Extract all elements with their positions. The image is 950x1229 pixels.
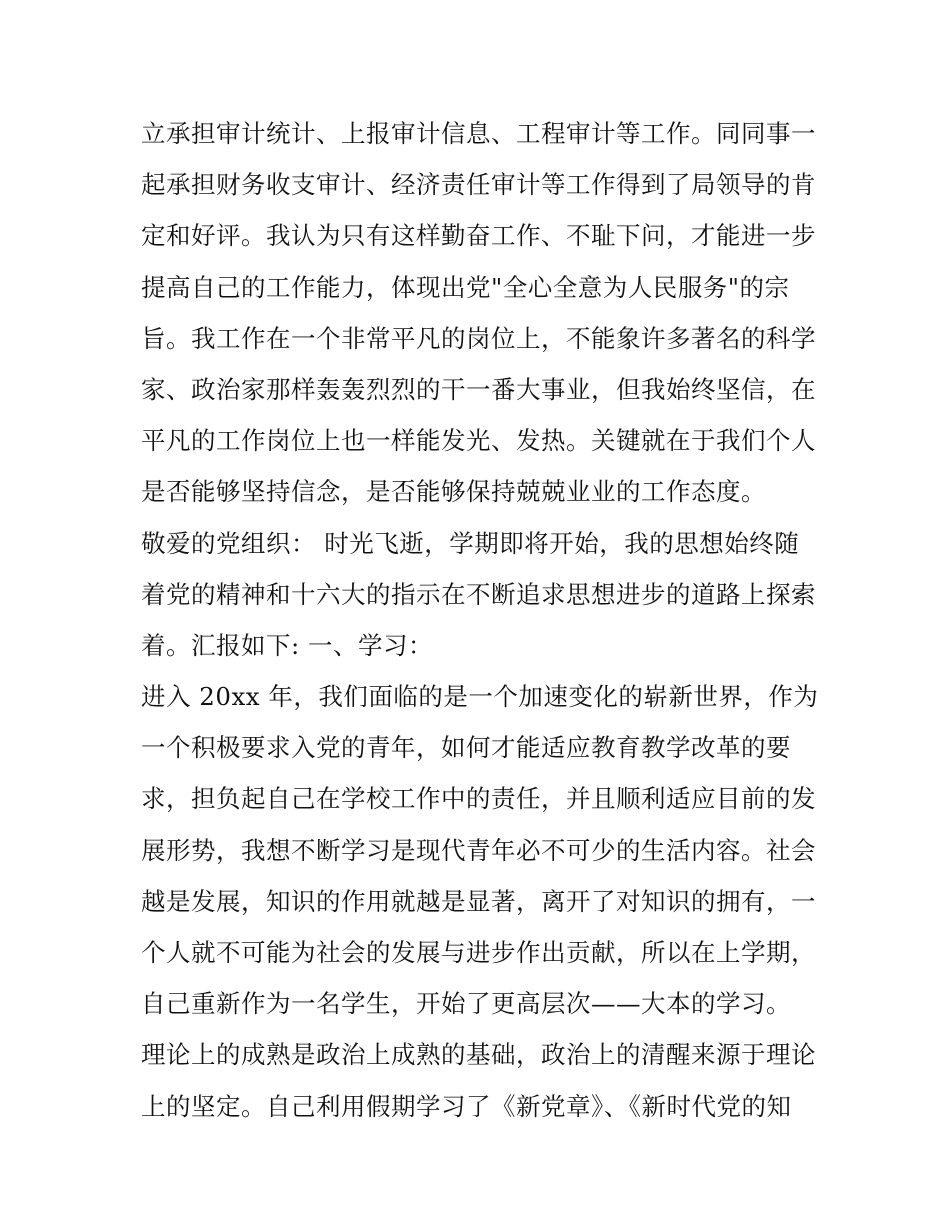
text-line: 立承担审计统计、上报审计信息、工程审计等工作。同同事一 [141, 119, 816, 148]
text-line: 敬爱的党组织： 时光飞逝，学期即将开始，我的思想始终随 [141, 528, 800, 558]
text-line: 定和好评。我认为只有这样勤奋工作、不耻下问，才能进一步 [141, 221, 816, 251]
text-line: 一个积极要求入党的青年，如何才能适应教育教学改革的要 [141, 733, 791, 763]
text-line: 是否能够坚持信念，是否能够保持兢兢业业的工作态度。 [141, 477, 766, 507]
text-line: 个人就不可能为社会的发展与进步作出贡献，所以在上学期， [141, 938, 816, 967]
text-line: 求，担负起自己在学校工作中的责任，并且顺利适应目前的发 [141, 784, 816, 814]
text-line: 提高自己的工作能力，体现出党"全心全意为人民服务"的宗 [141, 272, 790, 302]
text-line: 起承担财务收支审计、经济责任审计等工作得到了局领导的肯 [141, 170, 816, 200]
text-line: 着党的精神和十六大的指示在不断追求思想进步的道路上探索 [141, 579, 816, 609]
text-line: 家、政治家那样轰轰烈烈的干一番大事业，但我始终坚信，在 [141, 374, 816, 404]
text-line: 着。汇报如下: 一、学习： [141, 630, 434, 660]
text-line: 平凡的工作岗位上也一样能发光、发热。关键就在于我们个人 [141, 426, 816, 456]
text-line: 自己重新作为一名学生，开始了更高层次——大本的学习。 [141, 989, 791, 1019]
text-line: 旨。我工作在一个非常平凡的岗位上，不能象许多著名的科学 [141, 323, 816, 353]
text-line: 进入 20xx 年，我们面临的是一个加速变化的崭新世界，作为 [141, 682, 819, 712]
text-line: 理论上的成熟是政治上成熟的基础，政治上的清醒来源于理论 [141, 1040, 816, 1070]
text-line: 上的坚定。自己利用假期学习了《新党章》、《新时代党的知 [141, 1091, 792, 1121]
text-line: 越是发展，知识的作用就越是显著，离开了对知识的拥有，一 [141, 886, 816, 916]
document-body [141, 108, 821, 1132]
text-line: 展形势，我想不断学习是现代青年必不可少的生活内容。社会 [141, 835, 816, 865]
